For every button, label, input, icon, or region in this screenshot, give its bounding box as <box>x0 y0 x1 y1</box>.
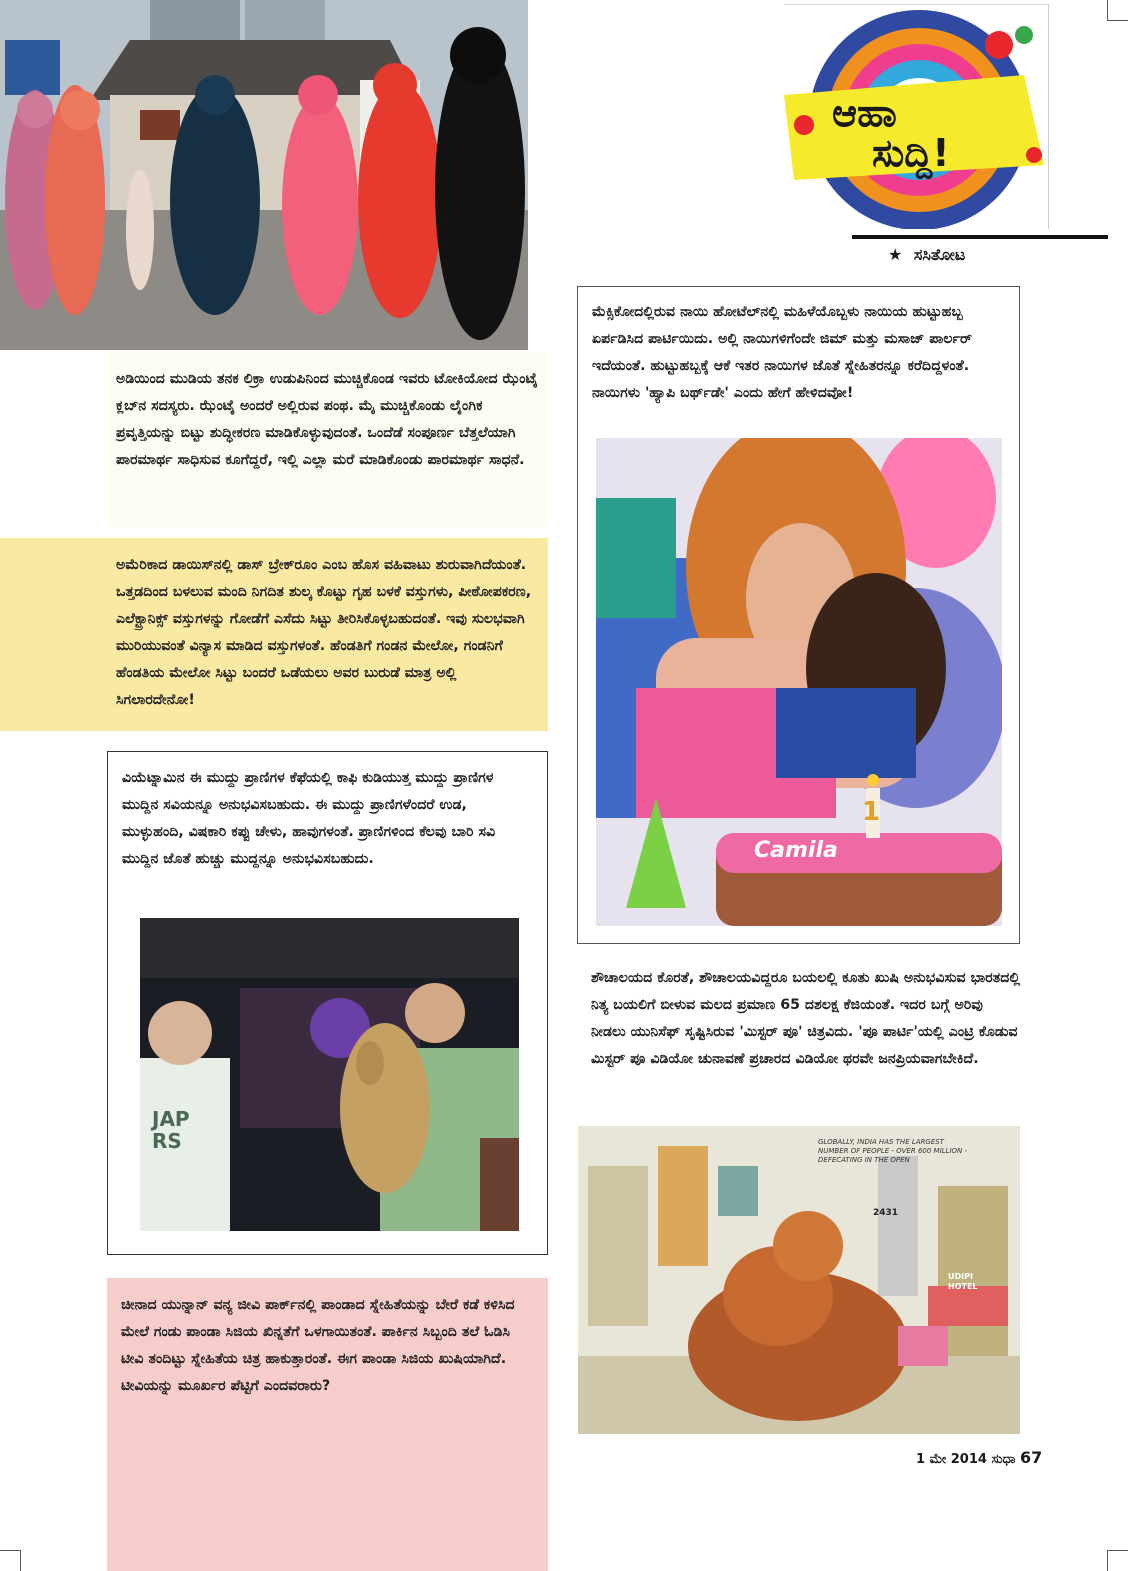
mister-poo-cartoon <box>578 1126 1020 1434</box>
article-tokyo-text: ಅಡಿಯಿಂದ ಮುಡಿಯ ತನಕ ಲಿಕ್ರಾ ಉಡುಪಿನಿಂದ ಮುಚ್ಚಿಕೊಂಡ ಇವರು ಟೋಕಿಯೋದ ಝೆಂಟೈ ಕ್ಲಬ್‌ನ ಸದಸ್ಯರು. ಝೆಂಟೈ ಅಂದರೆ ಅಲ್ಲಿರುವ ಪಂಥ. ಮೈ ಮುಚ್ಚಿಕೊಂಡು ಲೈಂಗಿಕ ಪ್ರವೃತ್ತಿಯನ್ನು ಬಿಟ್ಟು ಶುದ್ಧೀಕರಣ ಮಾಡಿಕೊಳ್ಳುವುದಂತೆ. ಒಂದೆಡೆ ಸಂಪೂರ್ಣ ಬೆತ್ತಲೆಯಾಗಿ ಪಾರಮಾರ್ಥ ಸಾಧಿಸುವ ಕೂಗೆದ್ದರೆ, ಇಲ್ಲಿ ಎಲ್ಲಾ ಮರೆ ಮಾಡಿಕೊಂಡು ಪಾರಮಾರ್ಥ ಸಾಧನೆ. <box>116 371 538 468</box>
candle-number: 1 <box>862 797 881 827</box>
article-mexico-text: ಮೆಕ್ಸಿಕೋದಲ್ಲಿರುವ ನಾಯಿ ಹೋಟೆಲ್‌ನಲ್ಲಿ ಮಹಿಳೆಯೊಬ್ಬಳು ನಾಯಿಯ ಹುಟ್ಟುಹಬ್ಬ ಏರ್ಪಡಿಸಿದ ಪಾರ್ಟಿಯಿದು. ಅಲ್ಲಿ ನಾಯಿಗಳಿಗೆಂದೇ ಜಿಮ್ ಮತ್ತು ಮಸಾಜ್ ಪಾರ್ಲರ್ ಇದೆಯಂತೆ. ಹುಟ್ಟುಹಬ್ಬಕ್ಕೆ ಆಕೆ ಇತರ ನಾಯಿಗಳ ಜೊತೆ ಸ್ನೇಹಿತರನ್ನೂ ಕರೆದಿದ್ದಳಂತೆ. ನಾಯಿಗಳು 'ಹ್ಯಾಪಿ ಬರ್ಥ್‌ಡೇ' ಎಂದು ಹೇಗೆ ಹೇಳಿದವೋ! <box>592 304 973 401</box>
logo-text-line2: ಸುದ್ದಿ! <box>872 131 950 175</box>
page-footer <box>916 1448 1042 1470</box>
article-india-text: ಶೌಚಾಲಯದ ಕೊರತೆ, ಶೌಚಾಲಯವಿದ್ದರೂ ಬಯಲಲ್ಲಿ ಕೂತು ಖುಷಿ ಅನುಭವಿಸುವ ಭಾರತದಲ್ಲಿ ನಿತ್ಯ ಬಯಲಿಗೆ ಬೀಳುವ ಮಲದ ಪ್ರಮಾಣ 65 ದಶಲಕ್ಷ ಕೆಜಿಯಂತೆ. ಇದರ ಬಗ್ಗೆ ಅರಿವು ನೀಡಲು ಯುನಿಸೆಫ್ ಸೃಷ್ಟಿಸಿರುವ 'ಮಿಸ್ಟರ್ ಪೂ' ಚಿತ್ರವಿದು. 'ಪೂ ಪಾರ್ಟಿ'ಯಲ್ಲಿ ಎಂಟ್ರಿ ಕೊಡುವ ಮಿಸ್ಟರ್ ಪೂ ವಿಡಿಯೋ ಚುನಾವಣೆ ಪ್ರಚಾರದ ವಿಡಿಯೋ ಥರವೇ ಜನಪ್ರಿಯವಾಗಬೇಕಿದೆ. <box>591 970 1021 1067</box>
crop-mark <box>1107 1550 1108 1571</box>
cartoon-caption: GLOBALLY, INDIA HAS THE LARGEST NUMBER OF PEOPLE - OVER 600 MILLION - DEFECATING IN THE OPEN <box>818 1138 968 1164</box>
crop-mark <box>0 1550 20 1551</box>
shirt-text: JAP RS <box>152 1107 190 1153</box>
article-china <box>107 1278 548 1571</box>
logo-text-line1: ಆಹಾ <box>832 91 897 135</box>
crop-mark <box>1107 0 1108 20</box>
article-dallas-text: ಅಮೆರಿಕಾದ ಡಾಯಿಸ್‌ನಲ್ಲಿ ಡಾಸ್ ಬ್ರೇಕ್‌ರೂಂ ಎಂಬ ಹೊಸ ವಹಿವಾಟು ಶುರುವಾಗಿದೆಯಂತೆ. ಒತ್ತಡದಿಂದ ಬಳಲುವ ಮಂದಿ ನಿಗದಿತ ಶುಲ್ಕ ಕೊಟ್ಟು ಗೃಹ ಬಳಕೆ ವಸ್ತುಗಳು, ಪೀಠೋಪಕರಣ, ಎಲೆಕ್ಟ್ರಾನಿಕ್ಸ್ ವಸ್ತುಗಳನ್ನು ಗೋಡೆಗೆ ಎಸೆದು ಸಿಟ್ಟು ತೀರಿಸಿಕೊಳ್ಳಬಹುದಂತೆ. ಇವು ಸುಲಭವಾಗಿ ಮುರಿಯುವಂತೆ ವಿನ್ಯಾಸ ಮಾಡಿದ ವಸ್ತುಗಳಂತೆ. ಹೆಂಡತಿಗೆ ಗಂಡನ ಮೇಲೋ, ಗಂಡನಿಗೆ ಹೆಂಡತಿಯ ಮೇಲೋ ಸಿಟ್ಟು ಬಂದರೆ ಒಡೆಯಲು ಅವರ ಬುರುಡೆ ಮಾತ್ರ ಅಲ್ಲಿ ಸಿಗಲಾರದೇನೋ! <box>116 557 532 708</box>
cartoon-sign-number: 2431 <box>873 1208 899 1218</box>
cake-text: Camila <box>754 838 838 863</box>
tokyo-zentai-photo <box>0 0 528 350</box>
author-byline <box>888 243 965 267</box>
footer-magazine: ಸುಧಾ <box>991 1452 1016 1467</box>
aha-suddi-logo <box>784 4 1049 229</box>
iguana-cafe-photo <box>140 918 519 1231</box>
dog-birthday-photo <box>596 438 1002 926</box>
author-name: ಸಸಿತೋಟ <box>913 245 966 264</box>
article-vietnam-text: ವಿಯೆಟ್ನಾಮಿನ ಈ ಮುದ್ದು ಪ್ರಾಣಿಗಳ ಕೆಫೆಯಲ್ಲಿ ಕಾಫಿ ಕುಡಿಯುತ್ತ ಮುದ್ದು ಪ್ರಾಣಿಗಳ ಮುದ್ದಿನ ಸವಿಯನ್ನೂ ಅನುಭವಿಸಬಹುದು. ಈ ಮುದ್ದು ಪ್ರಾಣಿಗಳೆಂದರೆ ಉಡ, ಮುಳ್ಳುಹಂದಿ, ವಿಷಕಾರಿ ಕಪ್ಪು ಚೇಳು, ಹಾವುಗಳಂತೆ. ಪ್ರಾಣಿಗಳಿಂದ ಕೆಲವು ಬಾರಿ ಸವಿ ಮುದ್ದಿನ ಜೊತೆ ಹುಚ್ಚು ಮುದ್ದನ್ನೂ ಅನುಭವಿಸಬಹುದು. <box>122 770 496 867</box>
crop-mark <box>1107 20 1128 21</box>
crop-mark <box>1107 1550 1128 1551</box>
footer-date: 1 ಮೇ 2014 <box>916 1452 987 1467</box>
crop-mark <box>20 1550 21 1571</box>
article-india <box>577 965 1028 1125</box>
star-icon: ★ <box>888 245 903 264</box>
article-tokyo <box>108 352 548 527</box>
article-dallas <box>0 538 548 731</box>
article-china-text: ಚೀನಾದ ಯುನ್ನಾನ್ ವನ್ಯ ಜೀವಿ ಪಾರ್ಕ್‌ನಲ್ಲಿ ಪಾಂಡಾದ ಸ್ನೇಹಿತೆಯನ್ನು ಬೇರೆ ಕಡೆ ಕಳಿಸಿದ ಮೇಲೆ ಗಂಡು ಪಾಂಡಾ ಸಿಜಿಯ ಖಿನ್ನತೆಗೆ ಒಳಗಾಯಿತಂತೆ. ಪಾರ್ಕಿನ ಸಿಬ್ಬಂದಿ ತಲೆ ಓಡಿಸಿ ಟೀವಿ ತಂದಿಟ್ಟು ಸ್ನೇಹಿತೆಯ ಚಿತ್ರ ಹಾಕುತ್ತಾರಂತೆ. ಈಗ ಪಾಂಡಾ ಸಿಜಿಯ ಖುಷಿಯಾಗಿದೆ. ಟೀವಿಯನ್ನು ಮೂರ್ಖರ ಪೆಟ್ಟಿಗೆ ಎಂದವರಾರು? <box>121 1297 515 1394</box>
header-rule <box>852 235 1108 239</box>
cartoon-sign-udipi: UDIPI HOTEL <box>948 1272 978 1291</box>
footer-page-number: 67 <box>1020 1448 1043 1467</box>
